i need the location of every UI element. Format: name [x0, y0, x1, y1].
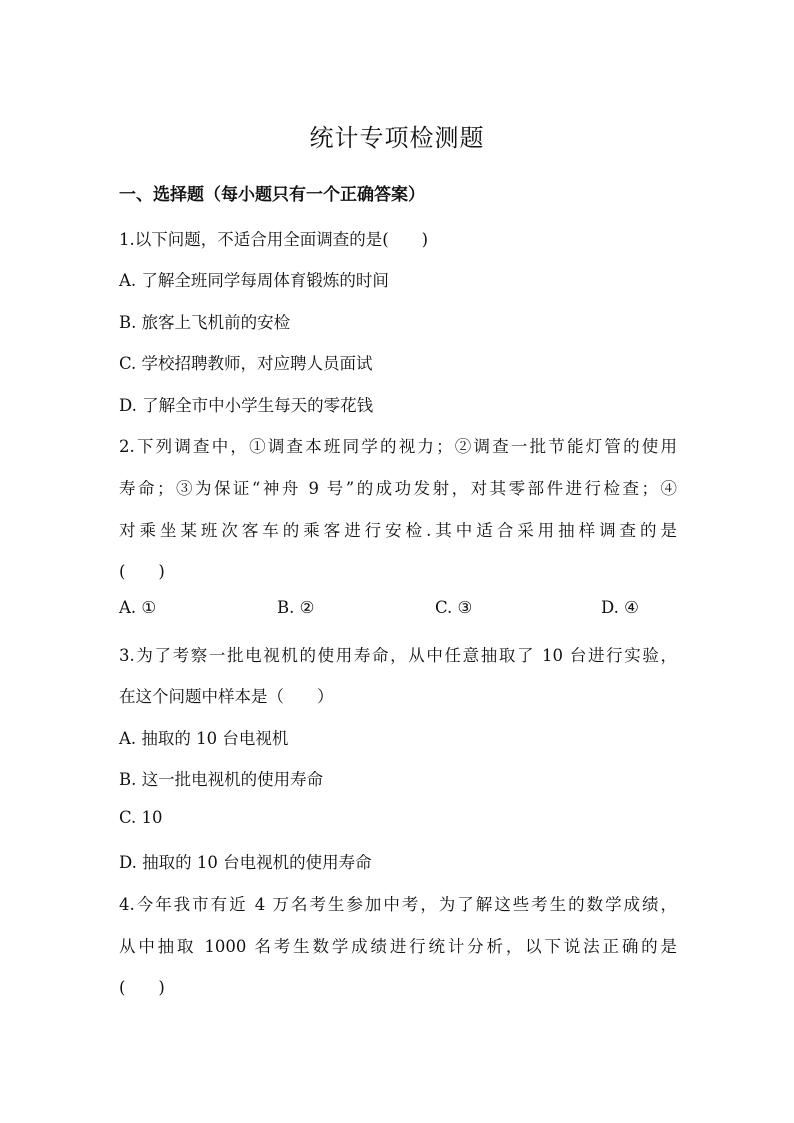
question-4-line-2: 从中抽取 1000 名考生数学成绩进行统计分析，以下说法正确的是: [119, 937, 677, 956]
section-heading: 一、选择题（每小题只有一个正确答案）: [119, 185, 425, 205]
question-3-option-d: D. 抽取的 10 台电视机的使用寿命: [119, 853, 372, 872]
question-1-option-c: C. 学校招聘教师，对应聘人员面试: [119, 354, 373, 373]
question-2-option-d: D. ④: [601, 598, 639, 617]
question-2-option-c: C. ③: [435, 598, 473, 617]
question-2-line-3: 对乘坐某班次客车的乘客进行安检.其中适合采用抽样调查的是: [119, 521, 677, 540]
question-4-line-1: 4.今年我市有近 4 万名考生参加中考，为了解这些考生的数学成绩，: [119, 895, 677, 914]
question-1-option-a: A. 了解全班同学每周体育锻炼的时间: [119, 271, 389, 290]
question-1-option-d: D. 了解全市中小学生每天的零花钱: [119, 396, 374, 415]
question-3-option-c: C. 10: [119, 808, 163, 827]
question-3-line-1: 3.为了考察一批电视机的使用寿命，从中任意抽取了 10 台进行实验，: [119, 646, 677, 665]
question-2-line-2: 寿命；③为保证“神舟 9 号”的成功发射，对其零部件进行检查；④: [119, 479, 677, 498]
question-4-line-3: ( ): [119, 978, 165, 997]
question-2-option-b: B. ②: [277, 598, 315, 617]
question-1-option-b: B. 旅客上飞机前的安检: [119, 313, 291, 332]
question-2-line-4: ( ): [119, 562, 165, 581]
question-2-options: [119, 598, 679, 624]
question-1-stem: 1.以下问题，不适合用全面调查的是( ): [119, 230, 429, 249]
page-title: 统计专项检测题: [309, 124, 485, 152]
question-3-option-a: A. 抽取的 10 台电视机: [119, 729, 289, 748]
question-2-line-1: 2.下列调查中，①调查本班同学的视力；②调查一批节能灯管的使用: [119, 437, 677, 456]
question-2-option-a: A. ①: [119, 598, 157, 617]
question-3-option-b: B. 这一批电视机的使用寿命: [119, 770, 324, 789]
question-3-line-2: 在这个问题中样本是（ ）: [119, 687, 334, 706]
